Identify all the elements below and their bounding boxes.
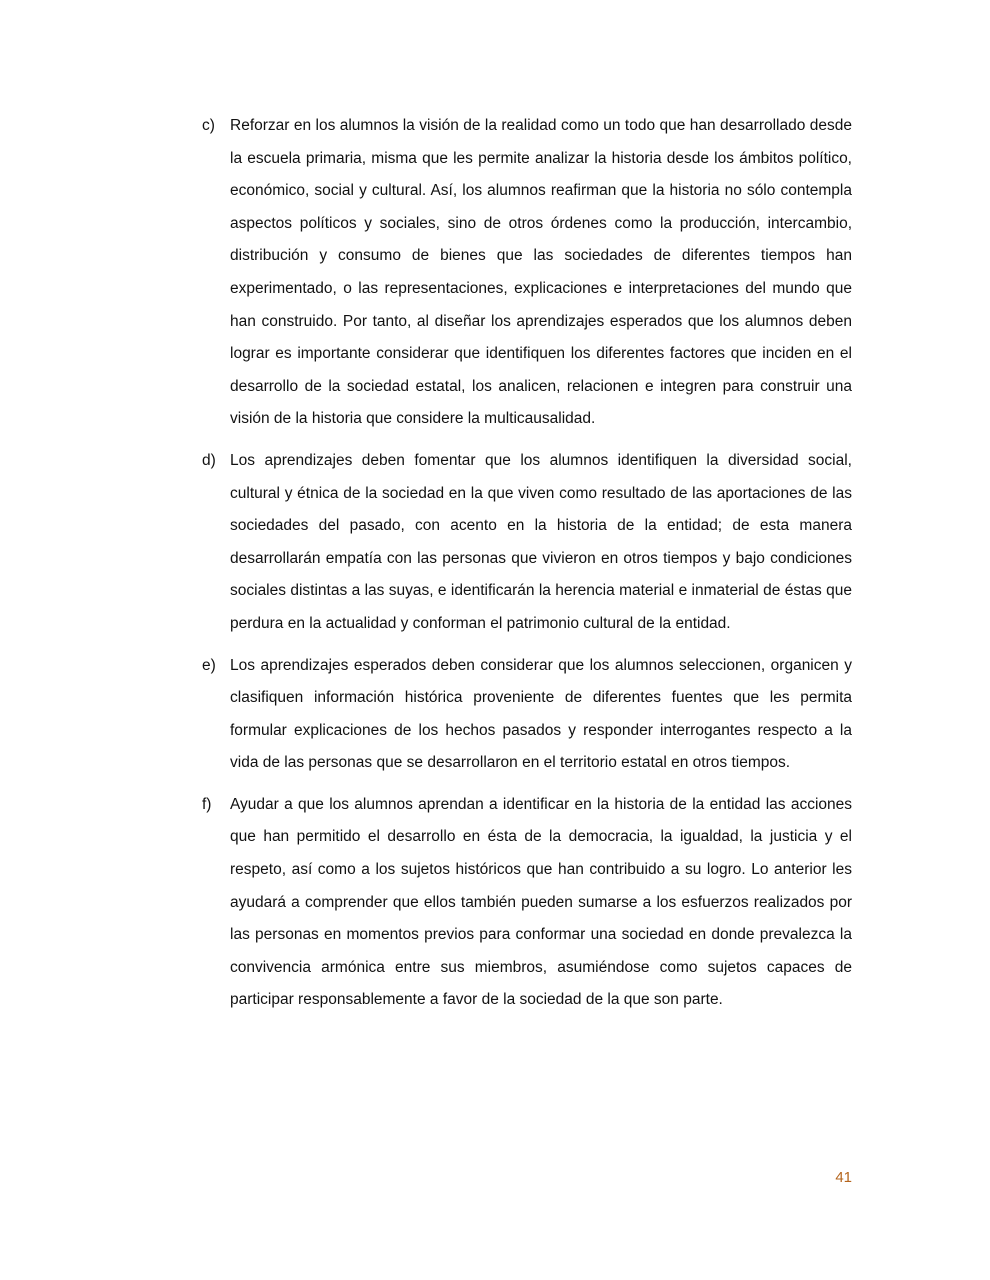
item-marker: c): [202, 117, 215, 134]
item-marker: e): [202, 656, 216, 674]
list-content: [202, 110, 852, 1026]
list-item-c: [202, 110, 852, 436]
item-text: Reforzar en los alumnos la visión de la realidad como un todo que han desarrollado desde la escuela primaria, misma que les permite analizar la historia desde los ámbitos político, económico, social y cultural. Así, los alumnos reafirman que la historia no sólo contempla aspectos políticos y sociales, sino de otros órdenes como la producción, intercambio, distribución y consumo de bienes que las sociedades de diferentes tiempos han experimentado, o las representaciones, explicaciones e interpretaciones del mundo que han construido. Por tanto, al diseñar los aprendizajes esperados que los alumnos deben lograr es importante considerar que identifiquen los diferentes factores que inciden en el desarrollo de la sociedad estatal, los analicen, relacionen e integren para construir una visión de la historia que considere la multicausalidad.: [230, 117, 852, 428]
item-marker: f): [202, 795, 212, 813]
list-item-d: [202, 445, 852, 641]
list-item-e: [202, 650, 852, 780]
page-number: 41: [835, 1169, 852, 1186]
item-marker: d): [202, 451, 216, 469]
item-text: Los aprendizajes deben fomentar que los alumnos identifiquen la diversidad social, cultural y étnica de la sociedad en la que viven como resultado de las aportaciones de las sociedades del pasado, con acento en la historia de la entidad; de esta manera desarrollarán empatía con las personas que vivieron en otros tiempos y bajo condiciones sociales distintas a las suyas, e identificarán la herencia material e inmaterial de éstas que perdura en la actualidad y conforman el patrimonio cultural de la entidad.: [230, 451, 852, 632]
item-text: Los aprendizajes esperados deben considerar que los alumnos seleccionen, organicen y clasifiquen información histórica proveniente de diferentes fuentes que les permita formular explicaciones de los hechos pasados y responder interrogantes respecto a la vida de las personas que se desarrollaron en el territorio estatal en otros tiempos.: [230, 656, 852, 772]
list-item-f: [202, 789, 852, 1017]
item-text: Ayudar a que los alumnos aprendan a identificar en la historia de la entidad las acciones que han permitido el desarrollo en ésta de la democracia, la igualdad, la justicia y el respeto, así como a los sujetos históricos que han contribuido a su logro. Lo anterior les ayudará a comprender que ellos también pueden sumarse a los esfuerzos realizados por las personas en momentos previos para conformar una sociedad en donde prevalezca la convivencia armónica entre sus miembros, asumiéndose como sujetos capaces de participar responsablemente a favor de la sociedad de la que son parte.: [230, 795, 852, 1009]
